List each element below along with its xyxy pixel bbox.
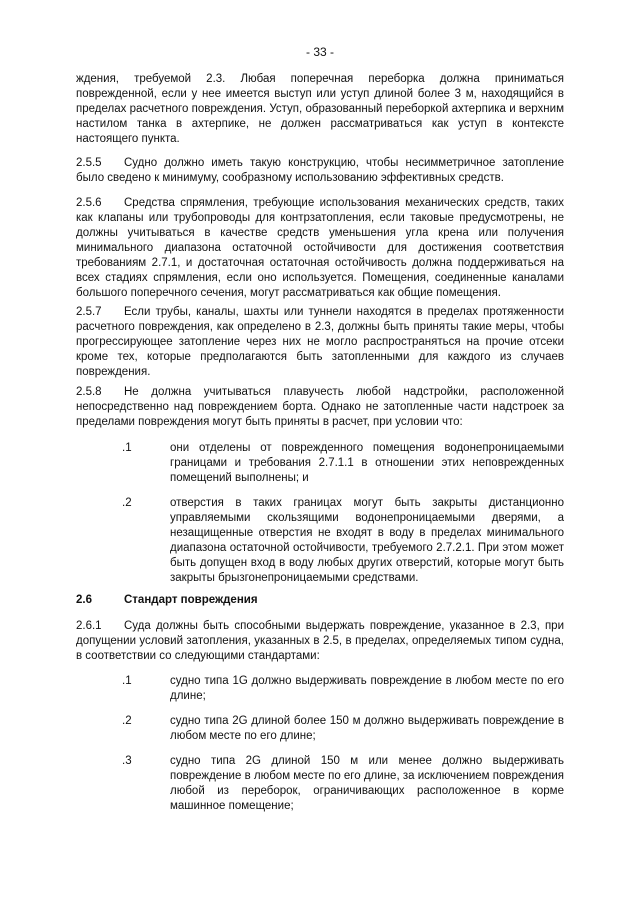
paragraph-number: 2.5.8: [76, 386, 102, 398]
page-number: - 33 -: [305, 45, 334, 59]
list-item-text: судно типа 1G должно выдерживать повреждение в любом месте по его длине;: [170, 675, 564, 702]
paragraph-number: 2.5.6: [76, 197, 102, 209]
paragraph-2-6-1: [76, 619, 564, 664]
list-item-number: .3: [122, 755, 132, 767]
list-item-text: судно типа 2G длиной 150 м или менее должно выдерживать повреждение в любом месте по его длине, за исключением повреждения любой из переборок, ограничивающих расположенное в корме машинное помещение;: [170, 755, 564, 812]
paragraph-intro: ждения, требуемой 2.3. Любая поперечная переборка должна приниматься поврежденной, если у нее имеется выступ или уступ длиной более 3 м, находящийся в пределах расчетного повреждения. Уступ, образованный переборкой ахтерпика и верхним настилом танка в ахтерпике, не должен рассматриваться как уступ в контексте настоящего пункта.: [76, 73, 564, 145]
section-number: 2.6: [76, 594, 92, 606]
paragraph-number: 2.5.7: [76, 306, 102, 318]
paragraph-2-5-5: [76, 156, 564, 186]
paragraph-text: Не должна учитываться плавучесть любой надстройки, расположенной непосредственно над повреждением борта. Однако не затопленные части надстроек за пределами повреждения могут быть приняты в расчет, при условии что:: [76, 386, 564, 428]
paragraph-number: 2.6.1: [76, 620, 102, 632]
section-heading-2-6: [76, 594, 258, 606]
paragraph-text: Средства спрямления, требующие использования механических средств, таких как клапаны или трубопроводы для контрзатопления, если таковые предусмотрены, не должны учитываться в качестве средств уменьшения угла крена или получения минимального диапазона остаточной остойчивости для достижения соответствия требованиям 2.7.1, и достаточная остаточная остойчивость должна поддерживаться на всех стадиях спрямления, если оно используется. Помещения, соединенные каналами большого поперечного сечения, могут рассматриваться как общие помещения.: [76, 197, 564, 299]
list-item-text: судно типа 2G длиной более 150 м должно выдерживать повреждение в любом месте по его длине;: [170, 715, 564, 742]
paragraph-2-5-8: [76, 385, 564, 430]
list-item-text: отверстия в таких границах могут быть закрыты дистанционно управляемыми скользящими водонепроницаемыми дверями, а незащищенные отверстия не входят в воду в пределах минимального диапазона остаточной остойчивости, требуемого 2.7.2.1. При этом может быть допущен вход в воду любых других отверстий, которые могут быть закрыты брызгонепроницаемыми средствами.: [170, 497, 564, 584]
paragraph-number: 2.5.5: [76, 157, 102, 169]
section-title: Стандарт повреждения: [124, 594, 258, 606]
paragraph-text: Судно должно иметь такую конструкцию, чтобы несимметричное затопление было сведено к минимуму, сообразному использованию эффективных средств.: [76, 157, 564, 184]
list-item-number: .1: [122, 442, 132, 454]
list-item-text: они отделены от поврежденного помещения водонепроницаемыми границами и требования 2.7.1.1 в отношении этих неповрежденных помещений выполнены; и: [170, 442, 564, 484]
paragraph-2-5-6: [76, 196, 564, 301]
paragraph-text: Если трубы, каналы, шахты или туннели находятся в пределах протяженности расчетного повреждения, как определено в 2.3, должны быть приняты такие меры, чтобы прогрессирующее затопление через них не могло распространяться на прочие отсеки кроме тех, которые предполагаются быть затопленными для каждого из случаев повреждения.: [76, 306, 564, 378]
paragraph-2-5-7: [76, 305, 564, 380]
paragraph-text: Суда должны быть способными выдержать повреждение, указанное в 2.3, при допущении условий затопления, указанных в 2.5, в пределах, определяемых типом судна, в соответствии со следующими стандартами:: [76, 620, 564, 662]
list-item-number: .2: [122, 497, 132, 509]
list-item-number: .2: [122, 715, 132, 727]
list-item-number: .1: [122, 675, 132, 687]
